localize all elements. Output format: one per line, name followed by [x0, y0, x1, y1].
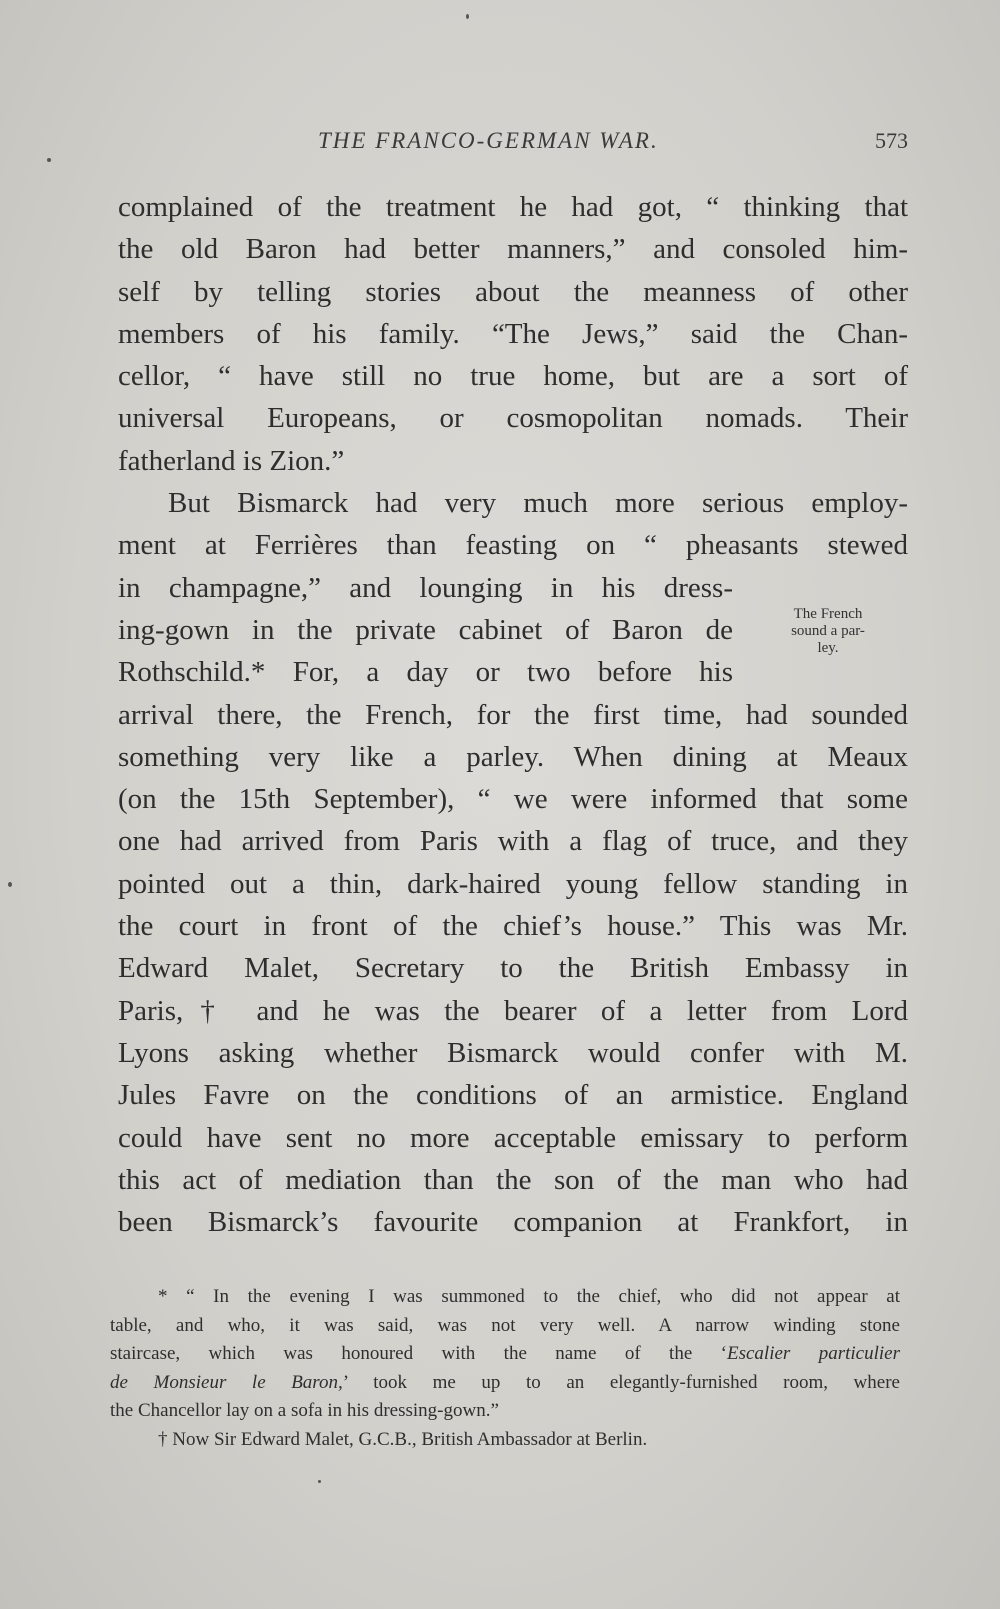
text-line: Rothschild.* For, a day or two before his: [118, 656, 733, 689]
text-line: arrival there, the French, for the first time, had sounded: [118, 698, 908, 731]
text-line: Paris,† and he was the bearer of a letter from Lord: [118, 994, 908, 1027]
marginal-note-line: ley.: [817, 640, 839, 656]
paper-speck: [466, 14, 469, 19]
text-line: members of his family. “The Jews,” said the Chan-: [118, 317, 908, 350]
text-line: pointed out a thin, dark-haired young fellow standing in: [118, 867, 908, 900]
text-line: Edward Malet, Secretary to the British Embassy in: [118, 952, 908, 985]
footnotes: [110, 1283, 900, 1454]
marginal-note-line: The French: [793, 606, 863, 622]
text-line: (on the 15th September), “ we were informed that some: [118, 783, 908, 816]
footnote-italic-text: Escalier particulier: [727, 1343, 900, 1364]
text-line: ing-gown in the private cabinet of Baron de: [118, 613, 733, 646]
text-line: something very like a parley. When dining at Meaux: [118, 740, 908, 773]
text-line: self by telling stories about the meanness of other: [118, 275, 908, 308]
paper-speck: [47, 158, 51, 162]
text-line: in champagne,” and lounging in his dress-: [118, 571, 733, 604]
marginal-note-line: sound a par-: [791, 623, 865, 639]
text-line: this act of mediation than the son of the man who had: [118, 1163, 908, 1196]
footnote-text: staircase, which was honoured with the name of the ‘: [110, 1343, 727, 1364]
text-line: Lyons asking whether Bismarck would confer with M.: [118, 1036, 908, 1069]
text-line: But Bismarck had very much more serious employ-: [168, 487, 908, 520]
text-line: fatherland is Zion.”: [118, 444, 345, 477]
text-line: could have sent no more acceptable emissary to perform: [118, 1121, 908, 1154]
footnote-line: † Now Sir Edward Malet, G.C.B., British Ambassador at Berlin.: [158, 1428, 648, 1450]
text-line: universal Europeans, or cosmopolitan nomads. Their: [118, 402, 908, 435]
text-line: complained of the treatment he had got, “ thinking that: [118, 191, 908, 223]
page-header: [118, 128, 908, 168]
paper-speck: [318, 1480, 321, 1483]
text-line: ment at Ferrières than feasting on “ pheasants stewed: [118, 529, 908, 562]
footnote-line: [110, 1340, 900, 1369]
footnote-line: the Chancellor lay on a sofa in his dressing-gown.”: [110, 1400, 499, 1421]
text-line: the old Baron had better manners,” and consoled him-: [118, 233, 908, 266]
paper-speck: [8, 882, 12, 887]
footnote-italic-text: de Monsieur le Baron,: [110, 1371, 343, 1393]
text-line: been Bismarck’s favourite companion at Frankfort, in: [118, 1206, 908, 1239]
footnote-text: ’ took me up to an elegantly-furnished room, where: [342, 1371, 900, 1393]
footnote-line: * “ In the evening I was summoned to the chief, who did not appear at: [158, 1286, 900, 1307]
running-title: THE FRANCO-GERMAN WAR.: [318, 128, 659, 153]
footnote-line: table, and who, it was said, was not very well. A narrow winding stone: [110, 1314, 900, 1336]
text-line: Jules Favre on the conditions of an armistice. England: [118, 1079, 908, 1112]
text-line: the court in front of the chief’s house.” This was Mr.: [118, 910, 908, 943]
marginal-note: [763, 606, 893, 657]
body-text: [118, 186, 908, 1243]
footnote-line: [110, 1369, 900, 1398]
page-number: 573: [875, 128, 908, 153]
text-line: one had arrived from Paris with a flag of truce, and they: [118, 825, 908, 858]
text-line: cellor, “ have still no true home, but are a sort of: [118, 360, 908, 393]
